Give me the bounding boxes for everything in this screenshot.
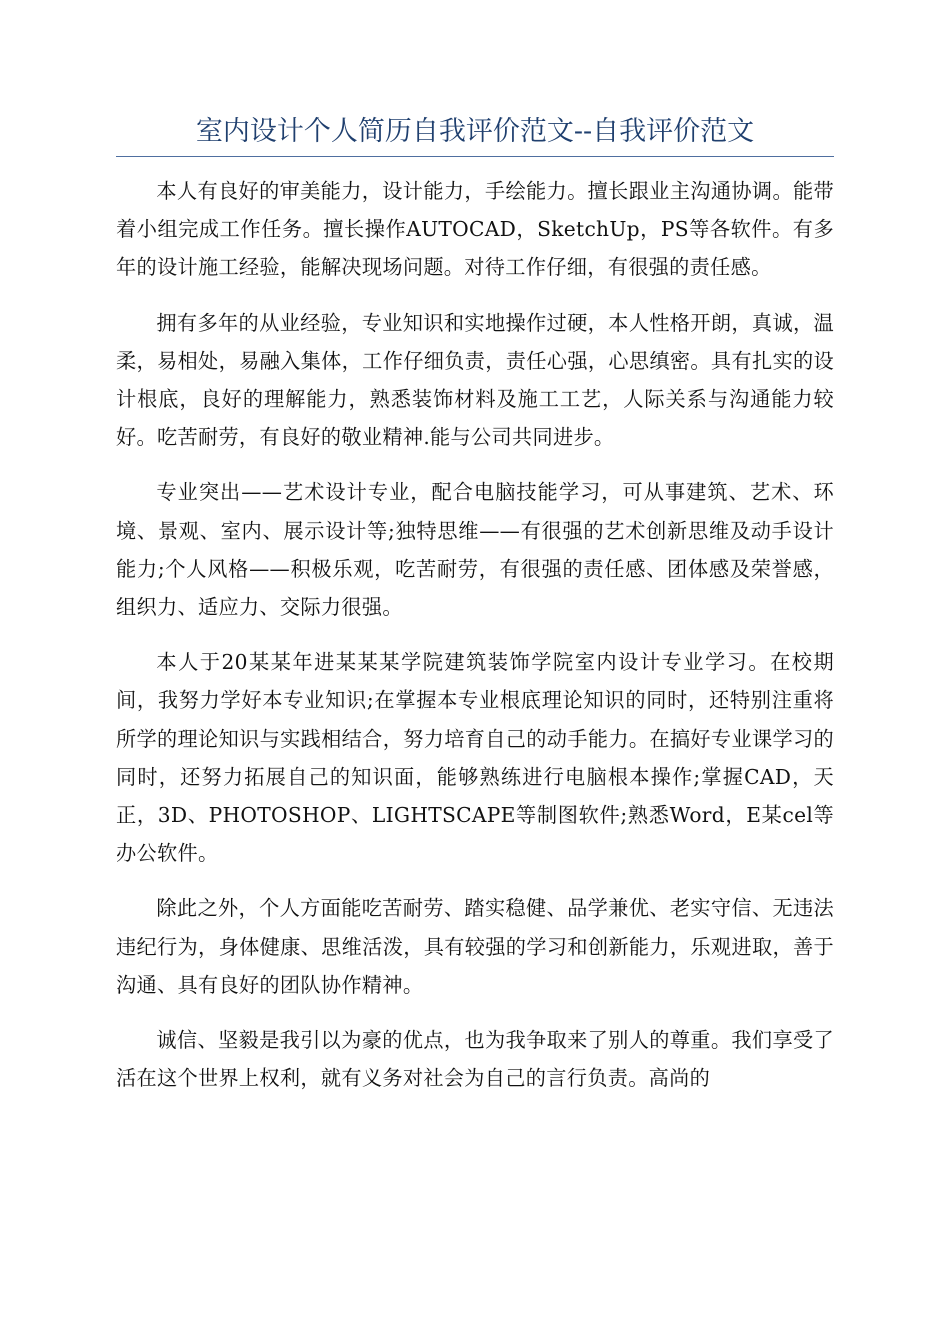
paragraph-4: 本人于20某某年进某某某学院建筑装饰学院室内设计专业学习。在校期间，我努力学好本专业知识;在掌握本专业根底理论知识的同时，还特别注重将所学的理论知识与实践相结合，努力培育自己的动手能力。在搞好专业课学习的同时，还努力拓展自己的知识面，能够熟练进行电脑根本操作;掌握CAD，天正，3D、PHOTOSHOP、LIGHTSCAPE等制图软件;熟悉Word，E某cel等办公软件。 [116,650,834,866]
document-body [116,172,834,1114]
paragraph-2: 拥有多年的从业经验，专业知识和实地操作过硬，本人性格开朗，真诚，温柔，易相处，易融入集体，工作仔细负责，责任心强，心思缜密。具有扎实的设计根底，良好的理解能力，熟悉装饰材料及施工工艺，人际关系与沟通能力较好。吃苦耐劳，有良好的敬业精神.能与公司共同进步。 [116,310,834,450]
paragraph-6: 诚信、坚毅是我引以为豪的优点，也为我争取来了别人的尊重。我们享受了活在这个世界上权利，就有义务对社会为自己的言行负责。高尚的 [116,1028,834,1091]
document-title: 室内设计个人简历自我评价范文--自我评价范文 [116,112,834,157]
paragraph-1: 本人有良好的审美能力，设计能力，手绘能力。擅长跟业主沟通协调。能带着小组完成工作任务。擅长操作AUTOCAD，SketchUp，PS等各软件。有多年的设计施工经验，能解决现场问题。对待工作仔细，有很强的责任感。 [116,179,834,280]
paragraph-5: 除此之外，个人方面能吃苦耐劳、踏实稳健、品学兼优、老实守信、无违法违纪行为，身体健康、思维活泼，具有较强的学习和创新能力，乐观进取，善于沟通、具有良好的团队协作精神。 [116,896,834,997]
paragraph-3: 专业突出——艺术设计专业，配合电脑技能学习，可从事建筑、艺术、环境、景观、室内、展示设计等;独特思维——有很强的艺术创新思维及动手设计能力;个人风格——积极乐观，吃苦耐劳，有很强的责任感、团体感及荣誉感，组织力、适应力、交际力很强。 [116,480,834,620]
